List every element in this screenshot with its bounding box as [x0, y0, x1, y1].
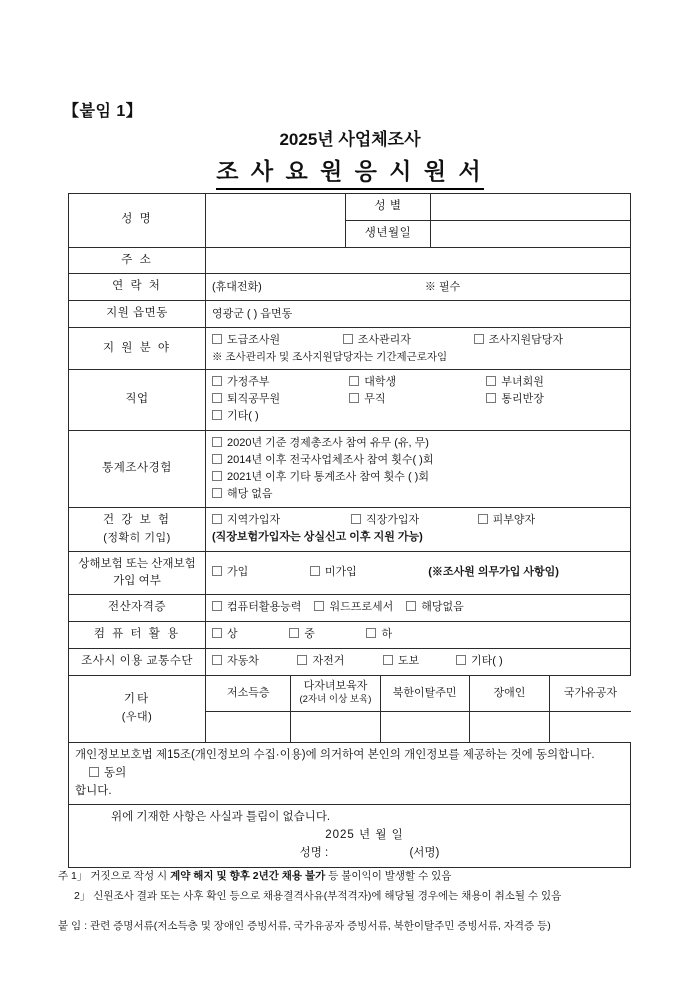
signature-name-label: 성명 :: [299, 847, 329, 860]
table-row-survey-experience: [69, 430, 631, 507]
label-computer-skill: 컴 퓨 터 활 용: [69, 621, 206, 648]
footnote-1: [58, 866, 678, 886]
checkbox-label: 자동차: [227, 655, 259, 668]
checkbox-field-1[interactable]: [343, 332, 471, 349]
checkbox-icon: [297, 655, 307, 665]
label-health-main: 건 강 보 험: [102, 513, 172, 526]
checkbox-label: 지역가입자: [227, 514, 281, 527]
checkbox-label: 중: [304, 628, 315, 641]
preference-col-2: 북한이탈주민: [380, 676, 469, 712]
checkbox-icon: [212, 514, 222, 524]
field-it-certificate-options: [206, 595, 631, 622]
checkbox-icon: [383, 655, 393, 665]
field-gender-value[interactable]: [431, 194, 631, 221]
label-it-certificate: 전산자격증: [69, 595, 206, 622]
checkbox-cert-0[interactable]: [212, 599, 301, 616]
checkbox-cert-1[interactable]: [314, 599, 393, 616]
checkbox-icon: [212, 393, 222, 403]
checkbox-label: 가입: [227, 566, 249, 579]
checkbox-icon: [212, 410, 222, 420]
apply-field-note: ※ 조사관리자 및 조사지원담당자는 기간제근로자임: [212, 351, 448, 364]
checkbox-label: 기타( ): [471, 655, 503, 668]
checkbox-icon: [212, 471, 222, 481]
privacy-consent-cell: [69, 743, 631, 805]
checkbox-experience-1[interactable]: [212, 452, 624, 469]
label-accident-insurance: 상해보험 또는 산재보험 가입 여부: [69, 551, 206, 595]
health-insurance-note: (직장보험가입자는 상실신고 이후 지원 가능): [212, 531, 423, 544]
label-health-sub: (정확히 기입): [103, 531, 171, 544]
checkbox-transport-1[interactable]: [297, 653, 379, 670]
attachment-tag: 【붙임 1】: [63, 103, 143, 120]
label-job: 직업: [69, 370, 206, 430]
preference-entry-3[interactable]: [469, 712, 550, 743]
checkbox-label: 동의: [104, 766, 127, 779]
table-row-accident-insurance: [69, 551, 631, 595]
table-row-signature: [69, 805, 631, 867]
table-row-health-insurance: [69, 507, 631, 551]
checkbox-computer-2[interactable]: [366, 626, 392, 643]
checkbox-icon: [212, 376, 222, 386]
checkbox-transport-2[interactable]: [383, 653, 453, 670]
checkbox-experience-3[interactable]: [212, 486, 624, 503]
checkbox-label: 해당 없음: [227, 487, 273, 500]
accident-insurance-note: (※조사원 의무가입 사항임): [428, 566, 559, 579]
preference-subtable: [206, 676, 631, 743]
checkbox-label: 부녀회원: [501, 376, 544, 389]
checkbox-privacy-consent[interactable]: [89, 767, 126, 779]
page-title: 조 사 요 원 응 시 원 서: [216, 153, 483, 190]
checkbox-health-0[interactable]: [212, 512, 348, 529]
signature-cell: [69, 805, 631, 867]
checkbox-label: 도급조사원: [227, 334, 281, 347]
checkbox-label: 기타( ): [227, 410, 259, 423]
checkbox-icon: [212, 566, 222, 576]
preference-subtable-cell: [206, 675, 631, 743]
signature-date[interactable]: 2025 년 월 일: [325, 829, 404, 842]
checkbox-label: 워드프로세서: [329, 601, 394, 614]
table-row-computer-skill: [69, 621, 631, 648]
checkbox-label: 자전거: [312, 655, 345, 668]
preference-col-3: 장애인: [469, 676, 550, 712]
preference-header-row: [206, 676, 631, 712]
checkbox-icon: [351, 514, 361, 524]
checkbox-job-0[interactable]: [212, 374, 349, 391]
field-survey-experience-options: [206, 430, 631, 507]
field-name-value[interactable]: [206, 194, 346, 248]
footnote-1-suffix: 등 불이익이 발생할 수 있음: [325, 870, 452, 882]
checkbox-accident-1[interactable]: [310, 564, 425, 581]
checkbox-icon: [212, 454, 222, 464]
checkbox-icon: [366, 628, 376, 638]
checkbox-accident-0[interactable]: [212, 564, 307, 581]
checkbox-icon: [310, 566, 320, 576]
preference-col-1: [291, 676, 380, 712]
footnote-1-prefix: 주 1」 거짓으로 작성 시: [58, 870, 171, 882]
checkbox-icon: [289, 628, 299, 638]
footnote-2: 2」 신원조사 결과 또는 사후 확인 등으로 채용결격사유(부적격자)에 해당될 경우에는 채용이 취소될 수 있음: [74, 890, 562, 903]
checkbox-health-2[interactable]: [478, 512, 536, 529]
field-contact-value[interactable]: [206, 274, 631, 301]
footnote-1-emphasis: 계약 해지 및 향후 2년간 채용 불가: [170, 870, 326, 882]
checkbox-label: 대학생: [364, 376, 397, 389]
preference-entry-row: [206, 712, 631, 743]
label-region: 지원 읍면동: [69, 301, 206, 328]
checkbox-icon: [212, 655, 222, 665]
checkbox-label: 2021년 이후 기타 통계조사 참여 횟수 ( )회: [227, 470, 429, 483]
label-birthdate: 생년월일: [346, 220, 431, 247]
signature-sign-label[interactable]: (서명): [409, 847, 440, 860]
checkbox-health-1[interactable]: [351, 512, 475, 529]
preference-entry-0[interactable]: [206, 712, 291, 743]
region-hint: 영광군 ( ) 읍면동: [212, 307, 293, 320]
preference-col-0: 저소득층: [206, 676, 291, 712]
application-table: [68, 193, 631, 868]
checkbox-cert-2[interactable]: [406, 599, 464, 616]
table-row-apply-field: [69, 328, 631, 370]
checkbox-label: 피부양자: [492, 514, 536, 527]
checkbox-icon: [478, 514, 488, 524]
checkbox-label: 퇴직공무원: [227, 393, 281, 406]
contact-hint: (휴대전화): [212, 280, 262, 293]
checkbox-computer-1[interactable]: [289, 626, 363, 643]
field-region-value[interactable]: [206, 301, 631, 328]
checkbox-computer-0[interactable]: [212, 626, 286, 643]
label-gender: 성 별: [346, 194, 431, 221]
table-row-privacy-consent: [69, 743, 631, 805]
checkbox-icon: [486, 393, 496, 403]
checkbox-icon: [406, 601, 416, 611]
checkbox-job-other[interactable]: [212, 408, 624, 425]
preference-col-1-note: (2자녀 이상 보육): [299, 694, 372, 706]
checkbox-label: 미가입: [324, 566, 357, 579]
preference-col-4: 국가유공자: [550, 676, 631, 712]
checkbox-label: 통리반장: [501, 393, 544, 406]
field-address-value[interactable]: [206, 247, 631, 274]
field-apply-field-options: [206, 328, 631, 370]
checkbox-label: 가정주부: [227, 376, 270, 389]
checkbox-label: 하: [381, 628, 393, 641]
label-preference-sub: (우대): [121, 711, 153, 724]
checkbox-label: 도보: [397, 655, 420, 668]
checkbox-job-5[interactable]: [486, 391, 623, 408]
table-row-transport: [69, 648, 631, 675]
checkbox-label: 상: [227, 628, 238, 641]
checkbox-icon: [314, 601, 324, 611]
preference-entry-1[interactable]: [291, 712, 380, 743]
checkbox-icon: [456, 655, 466, 665]
privacy-consent-tail: 합니다.: [75, 784, 112, 797]
contact-required-note: ※ 필수: [424, 280, 461, 293]
signature-statement: 위에 기재한 사항은 사실과 틀림이 없습니다.: [111, 811, 331, 824]
label-survey-experience: 통계조사경험: [69, 430, 206, 507]
checkbox-icon: [343, 334, 353, 344]
label-preference: [69, 675, 206, 743]
checkbox-label: 직장가입자: [366, 514, 420, 527]
table-row-contact: [69, 274, 631, 301]
checkbox-label: 해당없음: [421, 601, 464, 614]
checkbox-icon: [486, 376, 496, 386]
checkbox-icon: [212, 437, 222, 447]
checkbox-experience-2[interactable]: [212, 469, 624, 486]
label-transport: 조사시 이용 교통수단: [69, 648, 206, 675]
document-title-block: [0, 125, 700, 190]
checkbox-job-4[interactable]: [349, 391, 486, 408]
signature-name-line: [75, 845, 624, 863]
label-name: 성 명: [69, 194, 206, 248]
field-transport-options: [206, 648, 631, 675]
label-health-insurance: [69, 507, 206, 551]
field-birthdate-value[interactable]: [431, 220, 631, 247]
table-row-region: [69, 301, 631, 328]
attachment-note: 붙 임 : 관련 증명서류(저소득층 및 장애인 증빙서류, 국가유공자 증빙서류, 북한이탈주민 증빙서류, 자격증 등): [58, 920, 551, 932]
footnotes: [58, 866, 678, 907]
table-row-preference: [69, 675, 631, 743]
checkbox-icon: [212, 334, 222, 344]
privacy-consent-text: 개인정보보호법 제15조(개인정보의 수집·이용)에 의거하여 본인의 개인정보를 제공하는 것에 동의합니다.: [75, 749, 595, 761]
field-accident-options: [206, 551, 631, 595]
field-health-options: [206, 507, 631, 551]
field-computer-skill-options: [206, 621, 631, 648]
checkbox-field-0[interactable]: [212, 332, 340, 349]
checkbox-label: 무직: [364, 393, 386, 406]
field-job-options: [206, 370, 631, 430]
label-contact: 연 락 처: [69, 274, 206, 301]
table-row-name: [69, 194, 631, 221]
label-address: 주 소: [69, 247, 206, 274]
table-row-address: [69, 247, 631, 274]
label-preference-main: 기타: [123, 693, 151, 706]
checkbox-label: 2020년 기준 경제총조사 참여 유무 (유, 무): [227, 436, 429, 449]
checkbox-label: 조사관리자: [357, 334, 411, 347]
preference-entry-4[interactable]: [550, 712, 631, 743]
checkbox-label: 조사지원담당자: [488, 334, 563, 347]
label-apply-field: 지 원 분 야: [69, 328, 206, 370]
checkbox-icon: [89, 767, 99, 777]
checkbox-icon: [212, 488, 222, 498]
checkbox-icon: [474, 334, 484, 344]
checkbox-job-2[interactable]: [486, 374, 623, 391]
title-subtitle: 2025년 사업체조사: [279, 130, 421, 149]
checkbox-icon: [349, 393, 359, 403]
checkbox-label: 컴퓨터활용능력: [227, 601, 302, 614]
checkbox-label: 2014년 이후 전국사업체조사 참여 횟수( )회: [227, 453, 434, 466]
table-row-job: [69, 370, 631, 430]
checkbox-transport-other[interactable]: [456, 653, 503, 670]
preference-col-1-label: 다자녀보육자: [303, 679, 368, 692]
checkbox-icon: [212, 628, 222, 638]
checkbox-field-2[interactable]: [474, 332, 563, 349]
checkbox-icon: [212, 601, 222, 611]
checkbox-job-1[interactable]: [349, 374, 486, 391]
preference-entry-2[interactable]: [380, 712, 469, 743]
checkbox-job-3[interactable]: [212, 391, 349, 408]
checkbox-transport-0[interactable]: [212, 653, 294, 670]
checkbox-icon: [349, 376, 359, 386]
table-row-it-certificate: [69, 595, 631, 622]
checkbox-experience-0[interactable]: [212, 435, 624, 452]
